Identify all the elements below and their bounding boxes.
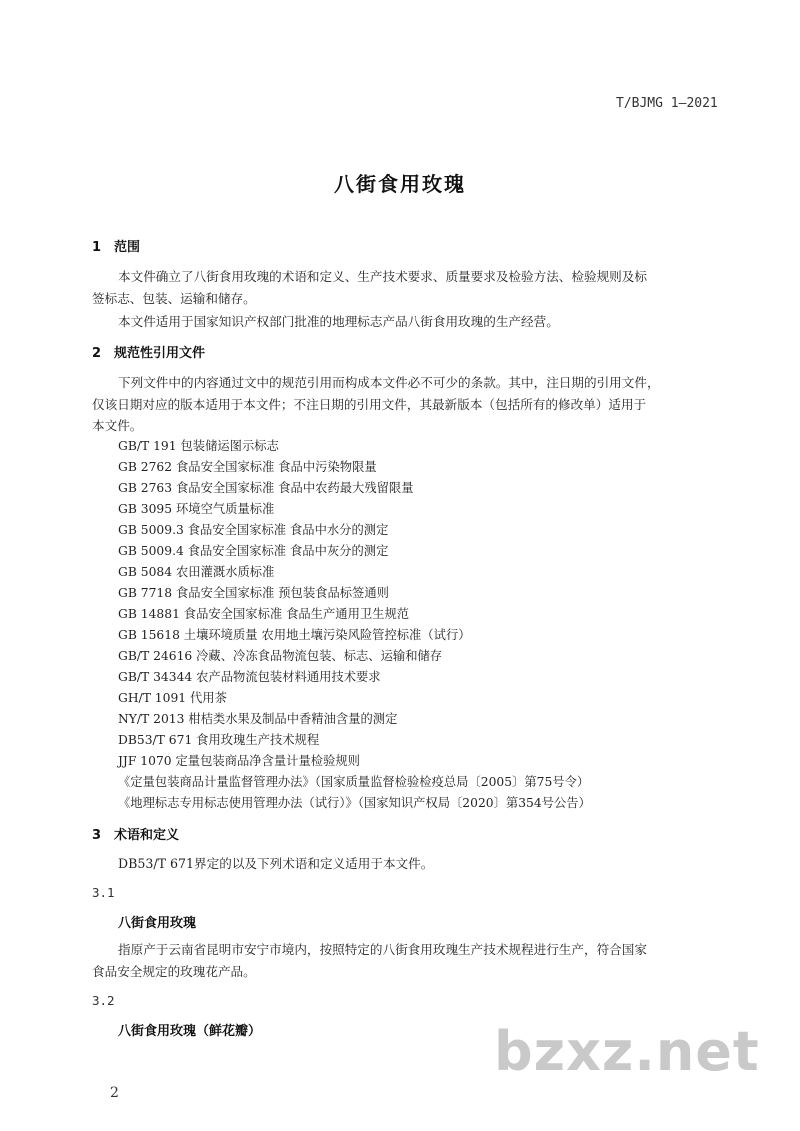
site-logo-watermark: bzxz.net bbox=[494, 1020, 760, 1083]
section-number: 3 bbox=[92, 828, 102, 843]
section-title: 范围 bbox=[114, 240, 141, 255]
section-1-para2: 本文件适用于国家知识产权部门批准的地理标志产品八街食用玫瑰的生产经营。 bbox=[118, 314, 559, 329]
section-2-heading bbox=[92, 342, 205, 361]
clause-3-1-term: 八街食用玫瑰 bbox=[118, 916, 197, 931]
clause-3-1-definition-line1: 指原产于云南省昆明市安宁市境内，按照特定的八街食用玫瑰生产技术规程进行生产，符合国家 bbox=[118, 942, 647, 957]
reference-item: GB 2762 食品安全国家标准 食品中污染物限量 bbox=[118, 460, 377, 474]
reference-item: GB 14881 食品安全国家标准 食品生产通用卫生规范 bbox=[118, 607, 410, 621]
reference-item: GB 5084 农田灌溉水质标准 bbox=[118, 565, 275, 579]
section-title: 术语和定义 bbox=[114, 828, 180, 843]
reference-item: GH/T 1091 代用茶 bbox=[118, 691, 227, 705]
section-number: 2 bbox=[92, 346, 102, 361]
reference-item: 《地理标志专用标志使用管理办法（试行）》（国家知识产权局〔2020〕第354号公告） bbox=[118, 796, 591, 810]
document-title: 八街食用玫瑰 bbox=[334, 172, 466, 196]
reference-item: GB/T 34344 农产品物流包装材料通用技术要求 bbox=[118, 670, 381, 684]
document-code: T/BJMG 1—2021 bbox=[616, 96, 718, 111]
reference-item: JJF 1070 定量包装商品净含量计量检验规则 bbox=[118, 754, 360, 768]
reference-item: GB 3095 环境空气质量标准 bbox=[118, 502, 275, 516]
reference-item: GB/T 191 包装储运图示标志 bbox=[118, 439, 279, 453]
reference-item: 《定量包装商品计量监督管理办法》（国家质量监督检验检疫总局〔2005〕第75号令） bbox=[118, 775, 590, 789]
reference-item: GB 5009.3 食品安全国家标准 食品中水分的测定 bbox=[118, 523, 389, 537]
reference-item: GB 5009.4 食品安全国家标准 食品中灰分的测定 bbox=[118, 544, 389, 558]
section-3-heading bbox=[92, 824, 179, 843]
section-3-intro: DB53/T 671界定的以及下列术语和定义适用于本文件。 bbox=[118, 856, 434, 871]
reference-item: GB 2763 食品安全国家标准 食品中农药最大残留限量 bbox=[118, 481, 414, 495]
clause-3-1-definition-line2: 食品安全规定的玫瑰花产品。 bbox=[92, 964, 256, 979]
section-1-para1-line1: 本文件确立了八街食用玫瑰的术语和定义、生产技术要求、质量要求及检验方法、检验规则及标 bbox=[118, 269, 647, 284]
section-title: 规范性引用文件 bbox=[114, 346, 206, 361]
reference-item: GB 7718 食品安全国家标准 预包装食品标签通则 bbox=[118, 586, 389, 600]
reference-item: NY/T 2013 柑桔类水果及制品中香精油含量的测定 bbox=[118, 712, 398, 726]
section-2-intro-line2: 仅该日期对应的版本适用于本文件；不注日期的引用文件，其最新版本（包括所有的修改单）适用于 bbox=[92, 397, 647, 412]
section-1-heading bbox=[92, 236, 140, 255]
clause-3-2-number: 3.2 bbox=[92, 993, 115, 1008]
reference-item: DB53/T 671 食用玫瑰生产技术规程 bbox=[118, 733, 320, 747]
clause-3-1-number: 3.1 bbox=[92, 885, 115, 900]
clause-3-2-term: 八街食用玫瑰（鲜花瓣） bbox=[118, 1024, 262, 1039]
section-number: 1 bbox=[92, 240, 102, 255]
diagonal-watermark bbox=[60, 0, 800, 504]
reference-item: GB/T 24616 冷藏、冷冻食品物流包装、标志、运输和储存 bbox=[118, 649, 443, 663]
section-1-para1-line2: 签标志、包装、运输和储存。 bbox=[92, 291, 256, 306]
section-2-intro-line1: 下列文件中的内容通过文中的规范引用而构成本文件必不可少的条款。其中，注日期的引用文件， bbox=[118, 375, 660, 390]
page-number: 2 bbox=[110, 1085, 119, 1101]
section-2-intro-line3: 本文件。 bbox=[92, 418, 143, 433]
reference-item: GB 15618 土壤环境质量 农用地土壤污染风险管控标准（试行） bbox=[118, 628, 471, 642]
